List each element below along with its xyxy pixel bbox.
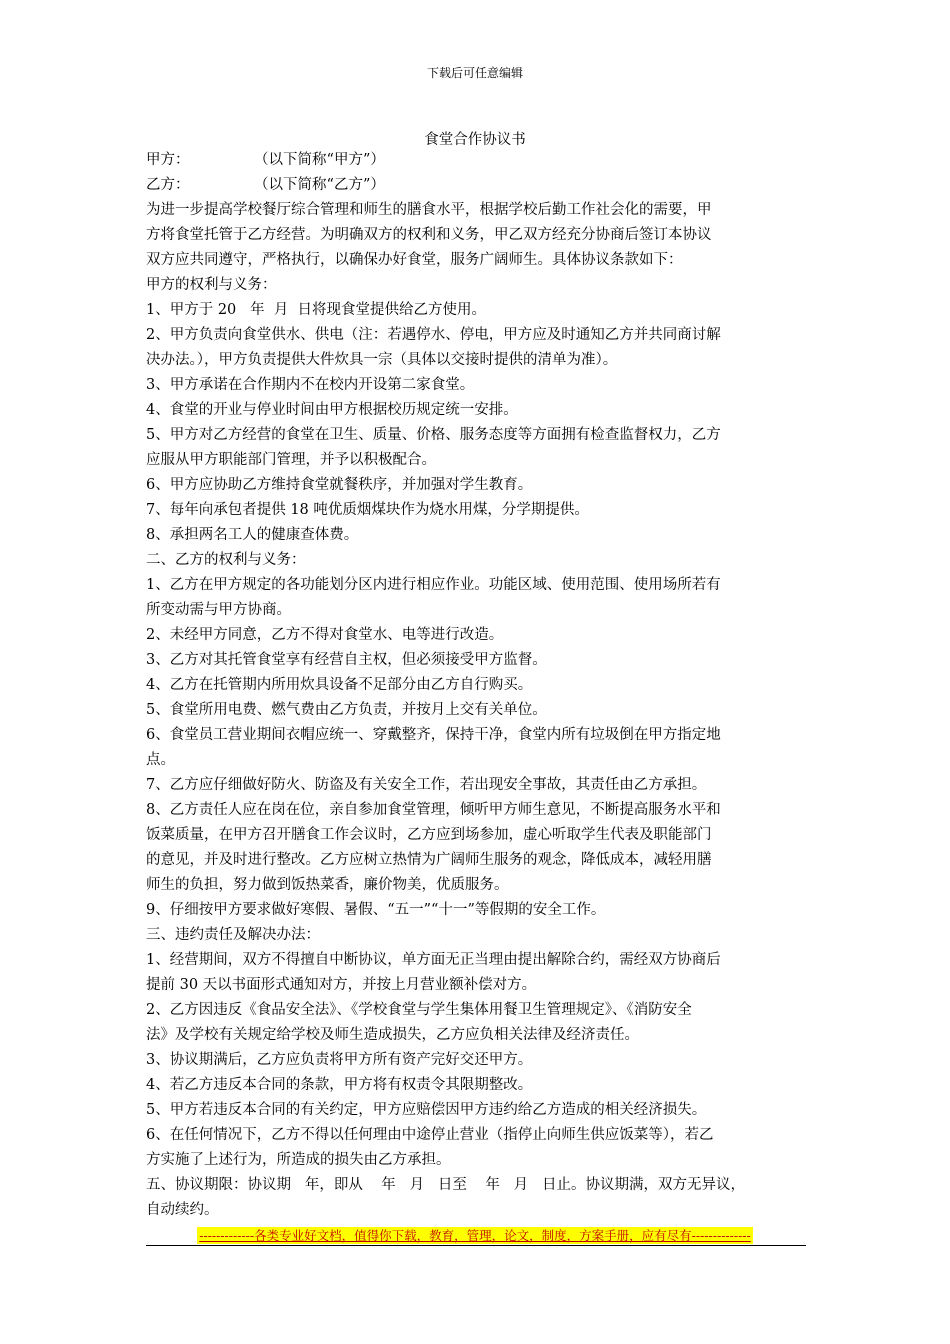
paragraph-line: 3、甲方承诺在合作期内不在校内开设第二家食堂。 (146, 377, 475, 393)
paragraph-line: 师生的负担，努力做到饭热菜香，廉价物美，优质服务。 (146, 877, 509, 893)
paragraph-line: 5、食堂所用电费、燃气费由乙方负责，并按月上交有关单位。 (146, 702, 547, 718)
paragraph-line: 5、甲方若违反本合同的有关约定，甲方应赔偿因甲方违约给乙方造成的相关经济损失。 (146, 1102, 707, 1118)
header-note: 下载后可任意编辑 (426, 66, 523, 80)
paragraph-line: 2、乙方因违反《食品安全法》、《学校食堂与学生集体用餐卫生管理规定》、《消防安全 (146, 1002, 692, 1018)
paragraph-line: 甲方： （以下简称“甲方”） (146, 152, 385, 168)
paragraph-line: 1、乙方在甲方规定的各功能划分区内进行相应作业。功能区域、使用范围、使用场所若有 (146, 577, 721, 593)
paragraph-line: 乙方： （以下简称“乙方”） (146, 177, 385, 193)
paragraph-line: 2、甲方负责向食堂供水、供电（注：若遇停水、停电，甲方应及时通知乙方并共同商讨解 (146, 327, 721, 343)
paragraph-line: 6、甲方应协助乙方维持食堂就餐秩序，并加强对学生教育。 (146, 477, 533, 493)
document-title: 食堂合作协议书 (424, 132, 526, 148)
paragraph-line: 决办法。），甲方负责提供大件炊具一宗（具体以交接时提供的清单为准）。 (146, 352, 618, 368)
paragraph-line: 双方应共同遵守，严格执行，以确保办好食堂，服务广阔师生。具体协议条款如下： (146, 252, 683, 268)
footer-banner-text: -------------各类专业好文档，值得你下载，教育，管理，论文，制度，方案手册，应有尽有-------------- (199, 1228, 751, 1243)
paragraph-line: 所变动需与甲方协商。 (146, 602, 291, 618)
paragraph-line: 6、在任何情况下，乙方不得以任何理由中途停止营业（指停止向师生供应饭菜等），若乙 (146, 1127, 714, 1143)
paragraph-line: 1、甲方于 20 年 月 日将现食堂提供给乙方使用。 (146, 302, 487, 318)
paragraph-line: 7、乙方应仔细做好防火、防盗及有关安全工作，若出现安全事故，其责任由乙方承担。 (146, 777, 707, 793)
paragraph-line: 5、甲方对乙方经营的食堂在卫生、质量、价格、服务态度等方面拥有检查监督权力，乙方 (146, 427, 721, 443)
paragraph-line: 2、未经甲方同意，乙方不得对食堂水、电等进行改造。 (146, 627, 504, 643)
paragraph-line: 三、违约责任及解决办法： (146, 927, 320, 943)
paragraph-line: 7、每年向承包者提供 18 吨优质烟煤块作为烧水用煤，分学期提供。 (146, 502, 589, 518)
paragraph-line: 8、承担两名工人的健康查体费。 (146, 527, 359, 543)
agreement-body (146, 148, 812, 1223)
paragraph-line: 甲方的权利与义务： (146, 277, 277, 293)
paragraph-line: 方将食堂托管于乙方经营。为明确双方的权利和义务，甲乙双方经充分协商后签订本协议 (146, 227, 712, 243)
paragraph-line: 3、乙方对其托管食堂享有经营自主权，但必须接受甲方监督。 (146, 652, 547, 668)
footer-banner (0, 1225, 950, 1244)
paragraph-line: 9、仔细按甲方要求做好寒假、暑假、“五一”“十一”等假期的安全工作。 (146, 902, 606, 918)
paragraph-line: 方实施了上述行为，所造成的损失由乙方承担。 (146, 1152, 451, 1168)
paragraph-line: 五、协议期限：协议期 年，即从 年 月 日至 年 月 日止。协议期满，双方无异议， (146, 1177, 746, 1193)
paragraph-line: 8、乙方责任人应在岗在位，亲自参加食堂管理，倾听甲方师生意见，不断提高服务水平和 (146, 802, 721, 818)
paragraph-line: 4、若乙方违反本合同的条款，甲方将有权责令其限期整改。 (146, 1077, 533, 1093)
paragraph-line: 1、经营期间，双方不得擅自中断协议，单方面无正当理由提出解除合约，需经双方协商后 (146, 952, 721, 968)
paragraph-line: 法》及学校有关规定给学校及师生造成损失，乙方应负相关法律及经济责任。 (146, 1027, 639, 1043)
paragraph-line: 的意见，并及时进行整改。乙方应树立热情为广阔师生服务的观念，降低成本，减轻用膳 (146, 852, 712, 868)
paragraph-line: 点。 (146, 752, 175, 768)
paragraph-line: 自动续约。 (146, 1202, 219, 1218)
paragraph-line: 二、乙方的权利与义务： (146, 552, 306, 568)
paragraph-line: 饭菜质量，在甲方召开膳食工作会议时，乙方应到场参加，虚心听取学生代表及职能部门 (146, 827, 712, 843)
paragraph-line: 为进一步提高学校餐厅综合管理和师生的膳食水平，根据学校后勤工作社会化的需要，甲 (146, 202, 712, 218)
paragraph-line: 3、协议期满后，乙方应负责将甲方所有资产完好交还甲方。 (146, 1052, 533, 1068)
paragraph-line: 应服从甲方职能部门管理，并予以积极配合。 (146, 452, 436, 468)
paragraph-line: 4、乙方在托管期内所用炊具设备不足部分由乙方自行购买。 (146, 677, 533, 693)
paragraph-line: 6、食堂员工营业期间衣帽应统一、穿戴整齐，保持干净，食堂内所有垃圾倒在甲方指定地 (146, 727, 721, 743)
paragraph-line: 提前 30 天以书面形式通知对方，并按上月营业额补偿对方。 (146, 977, 537, 993)
paragraph-line: 4、食堂的开业与停业时间由甲方根据校历规定统一安排。 (146, 402, 518, 418)
footer-divider (146, 1245, 806, 1246)
